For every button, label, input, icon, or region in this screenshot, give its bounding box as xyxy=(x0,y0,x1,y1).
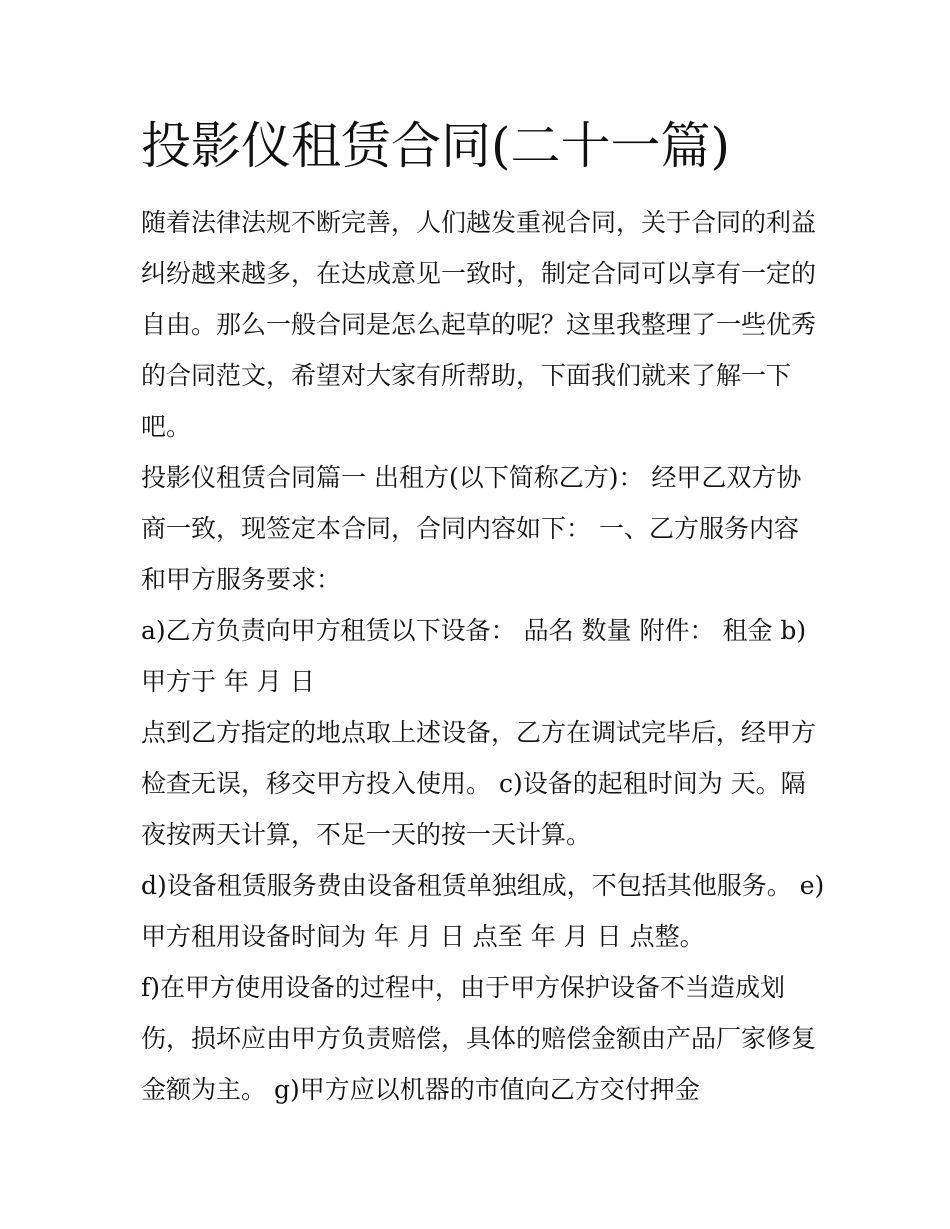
body-line: 商一致，现签定本合同，合同内容如下： 一、乙方服务内容 xyxy=(141,514,799,543)
body-line: 吧。 xyxy=(141,412,192,441)
body-line: 点到乙方指定的地点取上述设备，乙方在调试完毕后，经甲方 xyxy=(141,718,817,747)
body-line: 自由。那么一般合同是怎么起草的呢？这里我整理了一些优秀 xyxy=(141,310,817,339)
body-line: 甲方于 年 月 日 xyxy=(141,667,315,696)
body-line: 随着法律法规不断完善，人们越发重视合同，关于合同的利益 xyxy=(141,208,817,237)
body-line: 的合同范文，希望对大家有所帮助，下面我们就来了解一下 xyxy=(141,361,792,390)
document-title: 投影仪租赁合同(二十一篇) xyxy=(141,117,731,175)
body-line: 检查无误，移交甲方投入使用。 c)设备的起租时间为 天。隔 xyxy=(141,769,806,798)
body-line: 纠纷越来越多，在达成意见一致时，制定合同可以享有一定的 xyxy=(141,259,817,288)
body-line: d)设备租赁服务费由设备租赁单独组成，不包括其他服务。 e) xyxy=(141,871,825,900)
body-line: 伤，损坏应由甲方负责赔偿，具体的赔偿金额由产品厂家修复 xyxy=(141,1024,817,1053)
body-line: 和甲方服务要求： xyxy=(141,565,342,594)
body-line: f)在甲方使用设备的过程中，由于甲方保护设备不当造成划 xyxy=(141,973,786,1002)
body-line: 夜按两天计算，不足一天的按一天计算。 xyxy=(141,820,592,849)
body-line: 投影仪租赁合同篇一 出租方(以下简称乙方)： 经甲乙双方协 xyxy=(141,463,802,492)
body-line: a)乙方负责向甲方租赁以下设备： 品名 数量 附件： 租金 b) xyxy=(141,616,807,645)
body-line: 甲方租用设备时间为 年 月 日 点至 年 月 日 点整。 xyxy=(141,922,705,951)
body-line: 金额为主。 g)甲方应以机器的市值向乙方交付押金 xyxy=(141,1075,700,1104)
